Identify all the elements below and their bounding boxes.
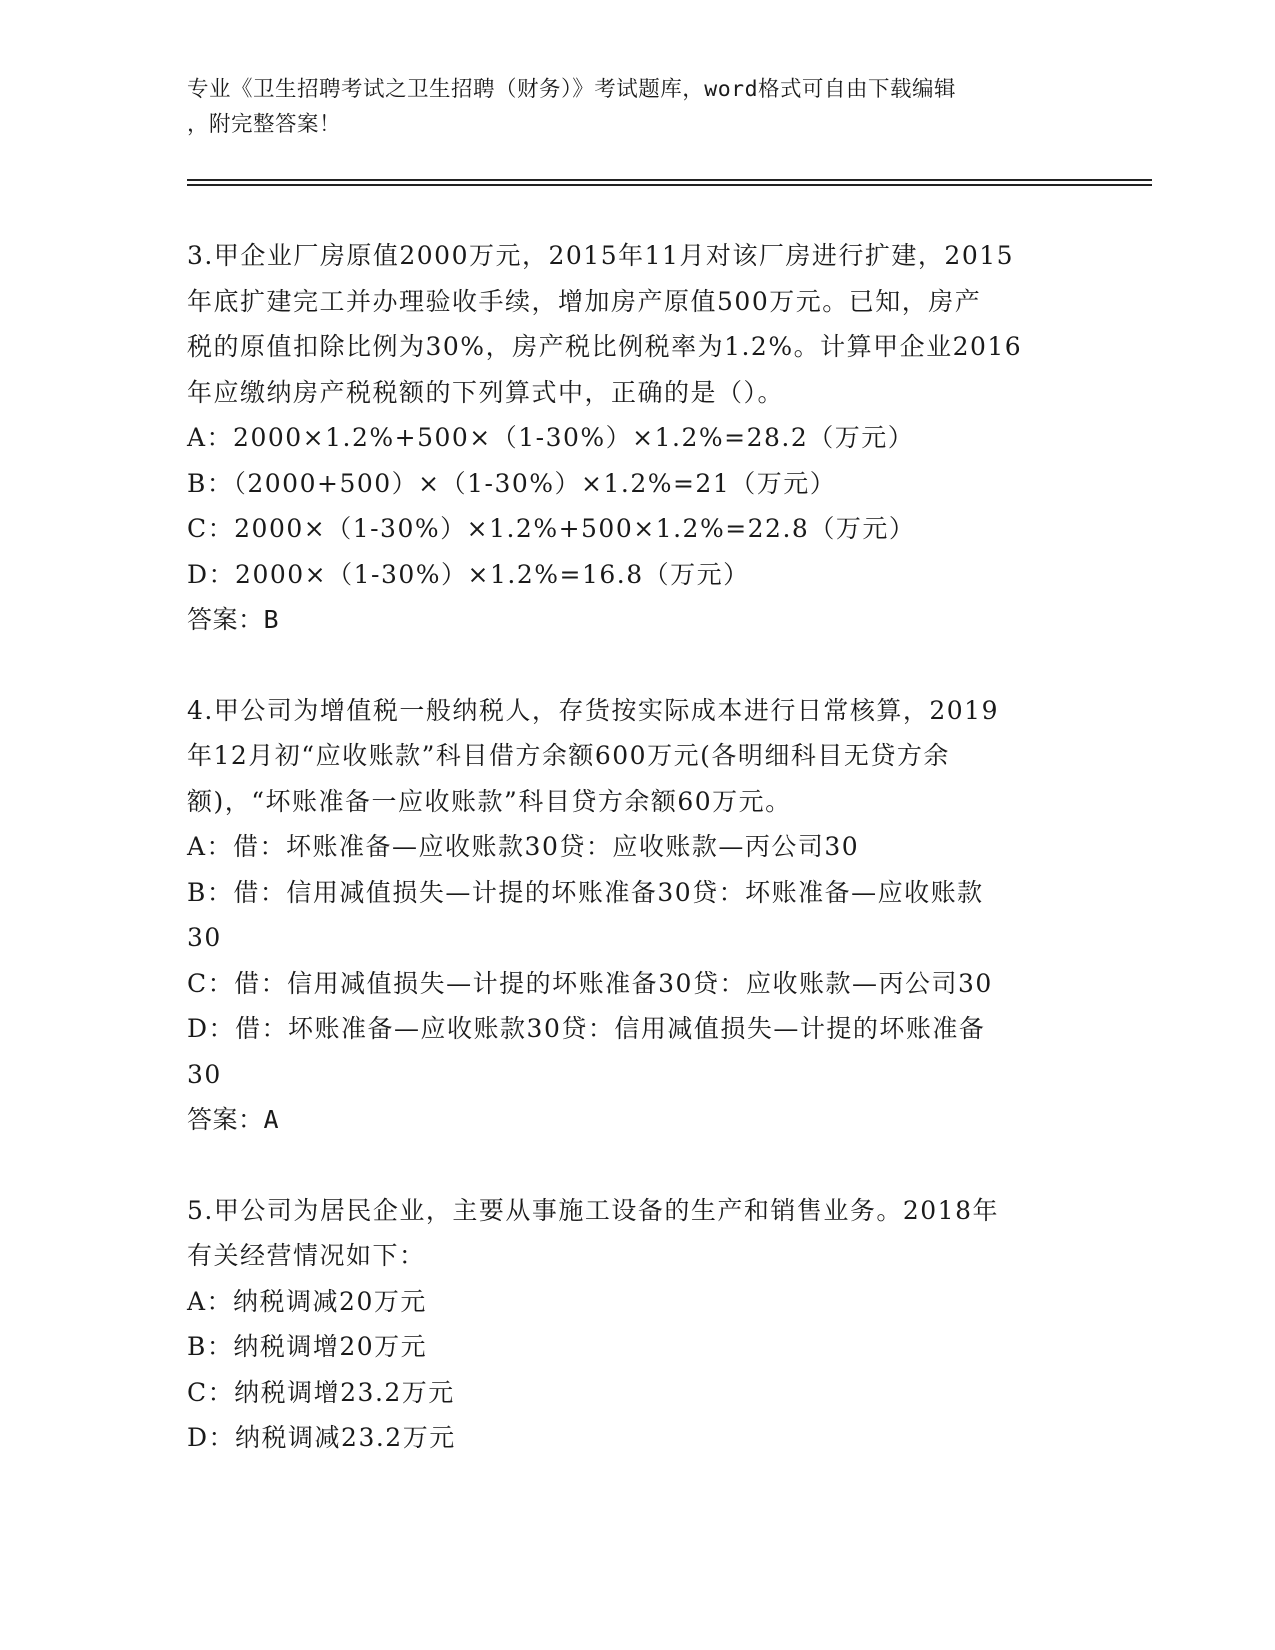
option-c: C：2000×（1-30%）×1.2%+500×1.2%=22.8（万元） bbox=[187, 514, 916, 543]
question-stem bbox=[187, 688, 1087, 825]
question-3 bbox=[187, 233, 1087, 643]
stem-line: 年底扩建完工并办理验收手续，增加房产原值500万元。已知，房产 bbox=[187, 286, 982, 316]
stem-line: 年应缴纳房产税税额的下列算式中，正确的是（）。 bbox=[187, 377, 785, 407]
stem-line: 4.甲公司为增值税一般纳税人，存货按实际成本进行日常核算，2019 bbox=[187, 695, 999, 725]
option-b: B：纳税调增20万元 bbox=[187, 1332, 428, 1361]
option-c: C：借：信用减值损失—计提的坏账准备30贷：应收账款—丙公司30 bbox=[187, 968, 993, 998]
answer-line: 答案：B bbox=[187, 605, 280, 634]
header-divider-bottom bbox=[187, 184, 1152, 186]
option-d-continuation: 30 bbox=[187, 1059, 222, 1089]
question-list bbox=[187, 233, 1087, 1506]
stem-line: 税的原值扣除比例为30%，房产税比例税率为1.2%。计算甲企业2016 bbox=[187, 332, 1023, 361]
option-d: D：纳税调减23.2万元 bbox=[187, 1423, 456, 1452]
question-stem bbox=[187, 233, 1087, 415]
option-a: A：纳税调减20万元 bbox=[187, 1286, 427, 1316]
option-d: D：借：坏账准备—应收账款30贷：信用减值损失—计提的坏账准备 bbox=[187, 1014, 986, 1043]
stem-line: 有关经营情况如下： bbox=[187, 1241, 426, 1270]
question-stem bbox=[187, 1188, 1087, 1279]
option-b-continuation: 30 bbox=[187, 923, 222, 952]
option-a: A：2000×1.2%+500×（1-30%）×1.2%=28.2（万元） bbox=[187, 423, 915, 452]
option-b: B：借：信用减值损失—计提的坏账准备30贷：坏账准备—应收账款 bbox=[187, 877, 984, 907]
stem-line: 5.甲公司为居民企业，主要从事施工设备的生产和销售业务。2018年 bbox=[187, 1195, 999, 1225]
option-c: C：纳税调增23.2万元 bbox=[187, 1377, 455, 1407]
stem-line: 年12月初“应收账款”科目借方余额600万元(各明细科目无贷方余 bbox=[187, 741, 950, 770]
header-line: 专业《卫生招聘考试之卫生招聘（财务）》考试题库，word格式可自由下载编辑 bbox=[187, 77, 957, 102]
question-5 bbox=[187, 1188, 1087, 1461]
option-a: A：借：坏账准备—应收账款30贷：应收账款—丙公司30 bbox=[187, 832, 860, 861]
answer-line: 答案：A bbox=[187, 1105, 280, 1134]
header-divider-top bbox=[187, 179, 1152, 181]
header-line: ，附完整答案！ bbox=[187, 112, 342, 137]
stem-line: 3.甲企业厂房原值2000万元，2015年11月对该厂房进行扩建，2015 bbox=[187, 241, 1015, 270]
document-header bbox=[187, 72, 1067, 142]
option-b: B：（2000+500）×（1-30%）×1.2%=21（万元） bbox=[187, 468, 837, 498]
option-d: D：2000×（1-30%）×1.2%=16.8（万元） bbox=[187, 559, 750, 589]
stem-line: 额)，“坏账准备一应收账款”科目贷方余额60万元。 bbox=[187, 786, 792, 816]
question-4 bbox=[187, 688, 1087, 1143]
